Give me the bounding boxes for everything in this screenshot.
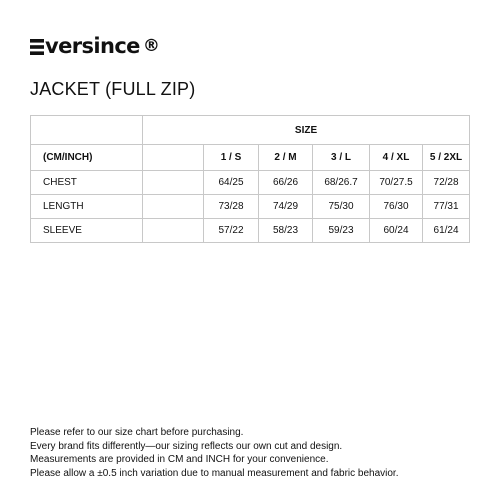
row-label-chest: CHEST — [31, 171, 143, 195]
size-group-header-row — [31, 116, 470, 145]
table-cell: 66/26 — [259, 171, 313, 195]
empty-cell — [143, 195, 204, 219]
size-group-header: SIZE — [143, 116, 470, 145]
table-row — [31, 219, 470, 243]
size-header-4: 4 / XL — [370, 145, 423, 171]
note-line: Every brand fits differently—our sizing reflects our own cut and design. — [30, 440, 343, 452]
table-cell: 75/30 — [313, 195, 370, 219]
empty-cell — [143, 171, 204, 195]
table-cell: 72/28 — [423, 171, 470, 195]
table-cell: 77/31 — [423, 195, 470, 219]
table-row — [31, 195, 470, 219]
row-label-length: LENGTH — [31, 195, 143, 219]
size-header-2: 2 / M — [259, 145, 313, 171]
table-cell: 76/30 — [370, 195, 423, 219]
brand-name: versince — [45, 34, 140, 58]
table-cell: 59/23 — [313, 219, 370, 243]
note-line: Measurements are provided in CM and INCH for your convenience. — [30, 454, 329, 465]
table-cell: 64/25 — [204, 171, 259, 195]
table-cell: 58/23 — [259, 219, 313, 243]
brand-logo — [30, 33, 160, 59]
empty-header-cell — [143, 145, 204, 171]
sizing-notes — [30, 426, 398, 480]
logo-e-mark-icon — [30, 39, 44, 55]
empty-cell — [143, 219, 204, 243]
size-chart-table — [30, 115, 470, 243]
registered-mark: ® — [142, 36, 160, 56]
size-header-1: 1 / S — [204, 145, 259, 171]
size-header-5: 5 / 2XL — [423, 145, 470, 171]
table-row — [31, 171, 470, 195]
table-cell: 60/24 — [370, 219, 423, 243]
row-label-sleeve: SLEEVE — [31, 219, 143, 243]
note-line: Please allow a ±0.5 inch variation due to manual measurement and fabric behavior. — [30, 467, 399, 479]
table-header-row — [31, 145, 470, 171]
table-cell: 73/28 — [204, 195, 259, 219]
empty-corner-cell — [31, 116, 143, 145]
table-cell: 74/29 — [259, 195, 313, 219]
unit-label: (CM/INCH) — [31, 145, 143, 171]
table-cell: 61/24 — [423, 219, 470, 243]
product-title: JACKET (FULL ZIP) — [30, 79, 196, 99]
note-line: Please refer to our size chart before purchasing. — [30, 427, 244, 438]
table-cell: 68/26.7 — [313, 171, 370, 195]
table-cell: 57/22 — [204, 219, 259, 243]
table-cell: 70/27.5 — [370, 171, 423, 195]
size-header-3: 3 / L — [313, 145, 370, 171]
